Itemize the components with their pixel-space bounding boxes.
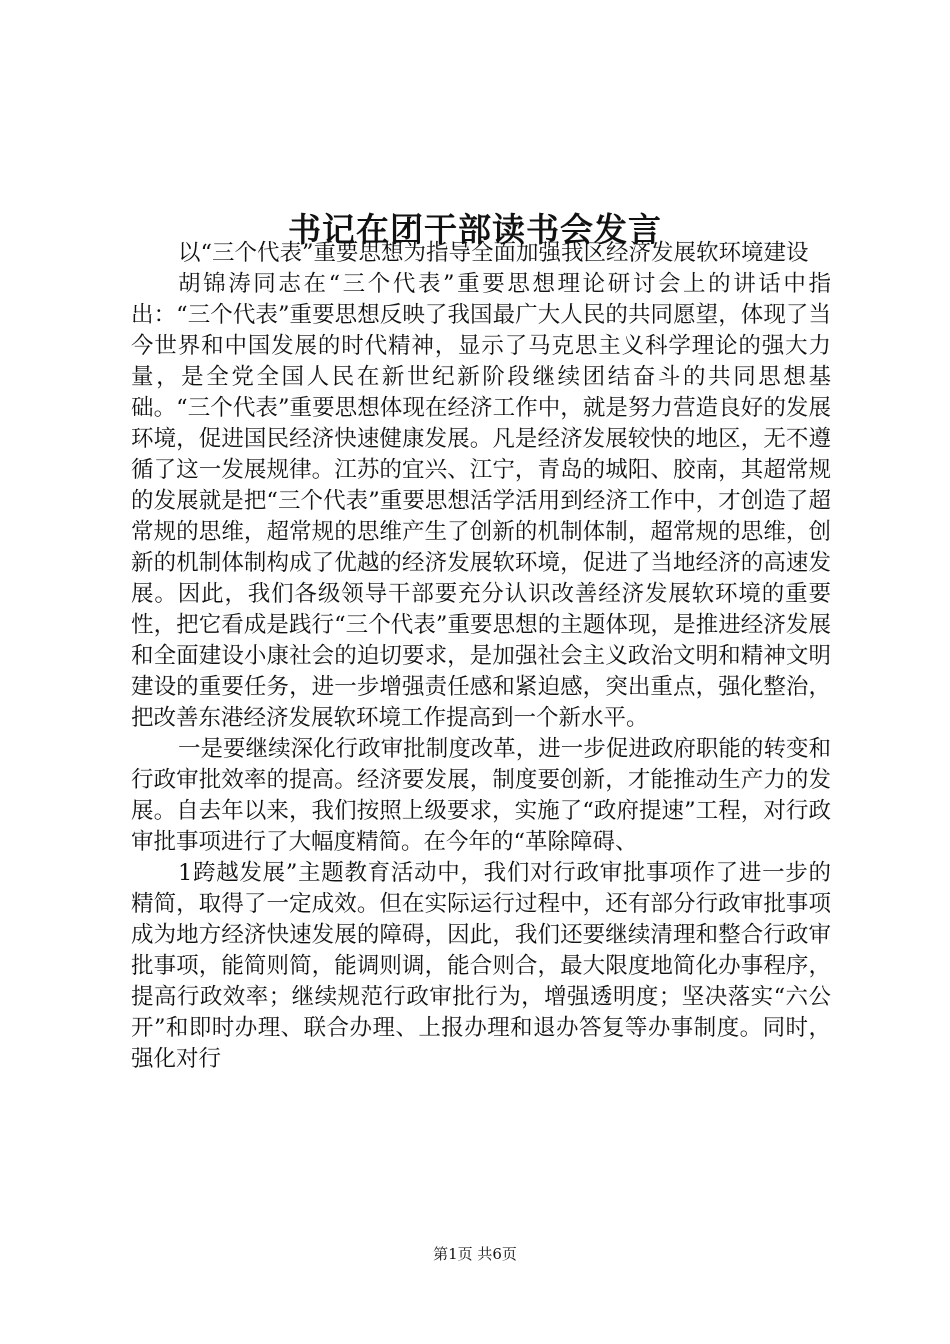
paragraph-point-one: 一是要继续深化行政审批制度改革，进一步促进政府职能的转变和行政审批效率的提高。经济要发展，制度要创新，才能推动生产力的发展。自去年以来，我们按照上级要求，实施了“政府提速”工程，对行政审批事项进行了大幅度精简。在今年的“革除障碍、 <box>131 736 831 855</box>
page-footer: 第1页 共6页 <box>433 1245 517 1263</box>
paragraph-continuation: 1跨越发展”主题教育活动中，我们对行政审批事项作了进一步的精简，取得了一定成效。但在实际运行过程中，还有部分行政审批事项成为地方经济快速发展的障碍，因此，我们还要继续清理和整合行政审批事项，能简则简，能调则调，能合则合，最大限度地简化办事程序，提高行政效率；继续规范行政审批行为，增强透明度；坚决落实“六公开”和即时办理、联合办理、上报办理和退办答复等办事制度。同时，强化对行 <box>131 860 831 1072</box>
paragraph-subtitle: 以“三个代表”重要思想为指导全面加强我区经济发展软环境建设 <box>178 240 809 266</box>
document-title: 书记在团干部读书会发言 <box>288 210 662 250</box>
paragraph-intro: 胡锦涛同志在“三个代表”重要思想理论研讨会上的讲话中指出：“三个代表”重要思想反映了我国最广大人民的共同愿望，体现了当今世界和中国发展的时代精神，显示了马克思主义科学理论的强大力量，是全党全国人民在新世纪新阶段继续团结奋斗的共同思想基础。“三个代表”重要思想体现在经济工作中，就是努力营造良好的发展环境，促进国民经济快速健康发展。凡是经济发展较快的地区，无不遵循了这一发展规律。江苏的宜兴、江宁，青岛的城阳、胶南，其超常规的发展就是把“三个代表”重要思想活学活用到经济工作中，才创造了超常规的思维，超常规的思维产生了创新的机制体制，超常规的思维，创新的机制体制构成了优越的经济发展软环境，促进了当地经济的高速发展。因此，我们各级领导干部要充分认识改善经济发展软环境的重要性，把它看成是践行“三个代表”重要思想的主题体现，是推进经济发展和全面建设小康社会的迫切要求，是加强社会主义政治文明和精神文明建设的重要任务，进一步增强责任感和紧迫感，突出重点，强化整治，把改善东港经济发展软环境工作提高到一个新水平。 <box>131 271 831 731</box>
document-body <box>131 238 831 1075</box>
